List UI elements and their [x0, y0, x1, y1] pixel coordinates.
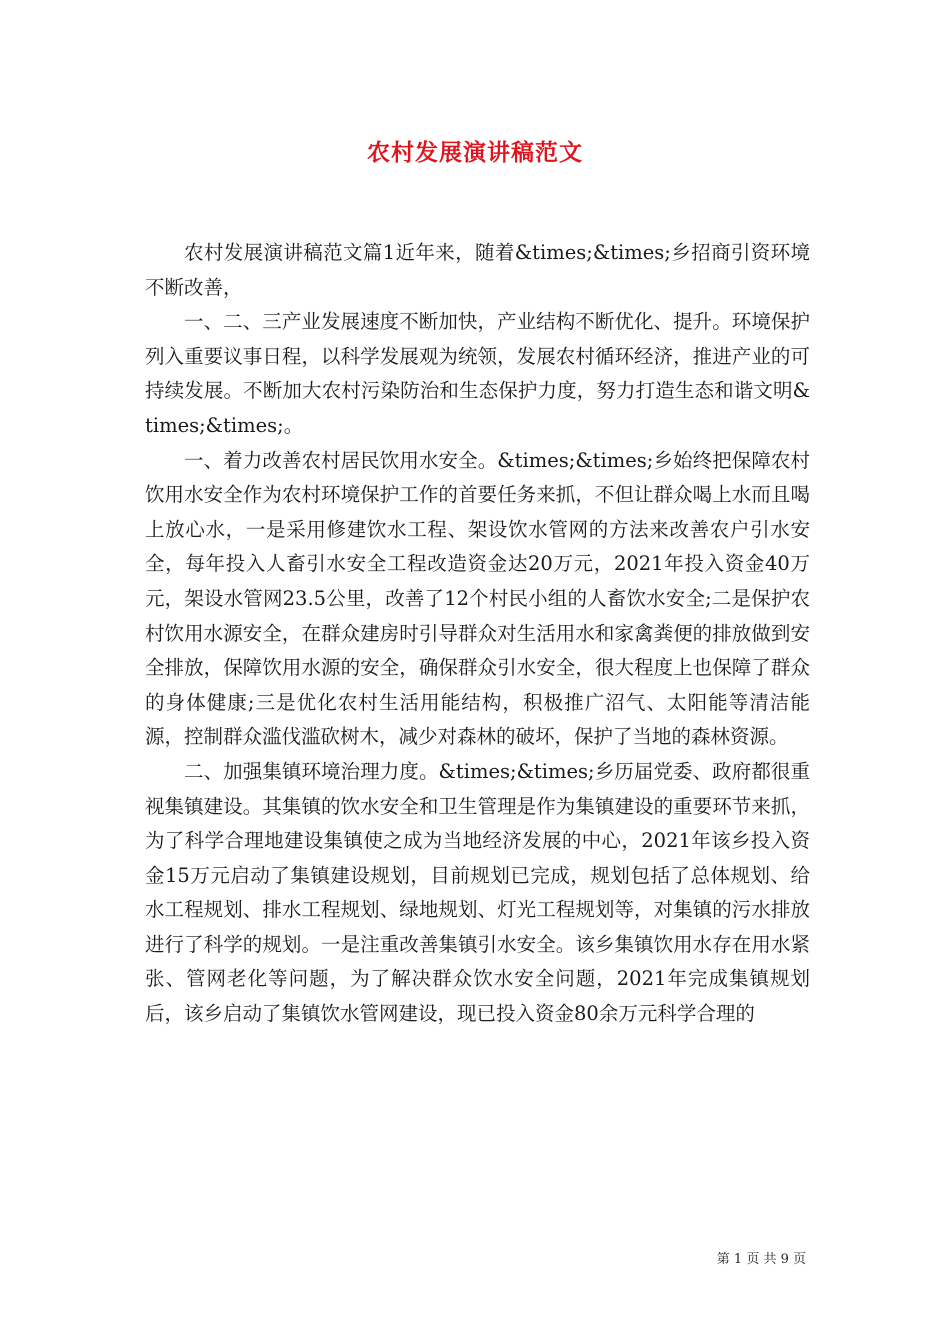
document-body: [145, 236, 810, 1032]
paragraph-town-governance: 二、加强集镇环境治理力度。&times;&times;乡历届党委、政府都很重视集镇建设。其集镇的饮水安全和卫生管理是作为集镇建设的重要环节来抓，为了科学合理地建设集镇使之成为当地经济发展的中心，2021年该乡投入资金15万元启动了集镇建设规划，目前规划已完成，规划包括了总体规划、给水工程规划、排水工程规划、绿地规划、灯光工程规划等，对集镇的污水排放进行了科学的规划。一是注重改善集镇引水安全。该乡集镇饮用水存在用水紧张、管网老化等问题，为了解决群众饮水安全问题，2021年完成集镇规划后，该乡启动了集镇饮水管网建设，现已投入资金80余万元科学合理的: [145, 759, 810, 1026]
paragraph-industry: 一、二、三产业发展速度不断加快，产业结构不断优化、提升。环境保护列入重要议事日程，以科学发展观为统领，发展农村循环经济，推进产业的可持续发展。不断加大农村污染防治和生态保护力度，努力打造生态和谐文明&times;&times;。: [145, 310, 810, 437]
page-number-footer: 第 1 页 共 9 页: [716, 1252, 806, 1267]
paragraph-intro: 农村发展演讲稿范文篇1近年来，随着&times;&times;乡招商引资环境不断改善，: [145, 241, 810, 299]
paragraph-water-safety: 一、着力改善农村居民饮用水安全。&times;&times;乡始终把保障农村饮用水安全作为农村环境保护工作的首要任务来抓，不但让群众喝上水而且喝上放心水，一是采用修建饮水工程、架设饮水管网的方法来改善农户引水安全，每年投入人畜引水安全工程改造资金达20万元，2021年投入资金40万元，架设水管网23.5公里，改善了12个村民小组的人畜饮水安全;二是保护农村饮用水源安全，在群众建房时引导群众对生活用水和家禽粪便的排放做到安全排放，保障饮用水源的安全，确保群众引水安全，很大程度上也保障了群众的身体健康;三是优化农村生活用能结构，积极推广沼气、太阳能等清洁能源，控制群众滥伐滥砍树木，减少对森林的破坏，保护了当地的森林资源。: [145, 448, 810, 749]
document-title: 农村发展演讲稿范文: [367, 139, 583, 166]
